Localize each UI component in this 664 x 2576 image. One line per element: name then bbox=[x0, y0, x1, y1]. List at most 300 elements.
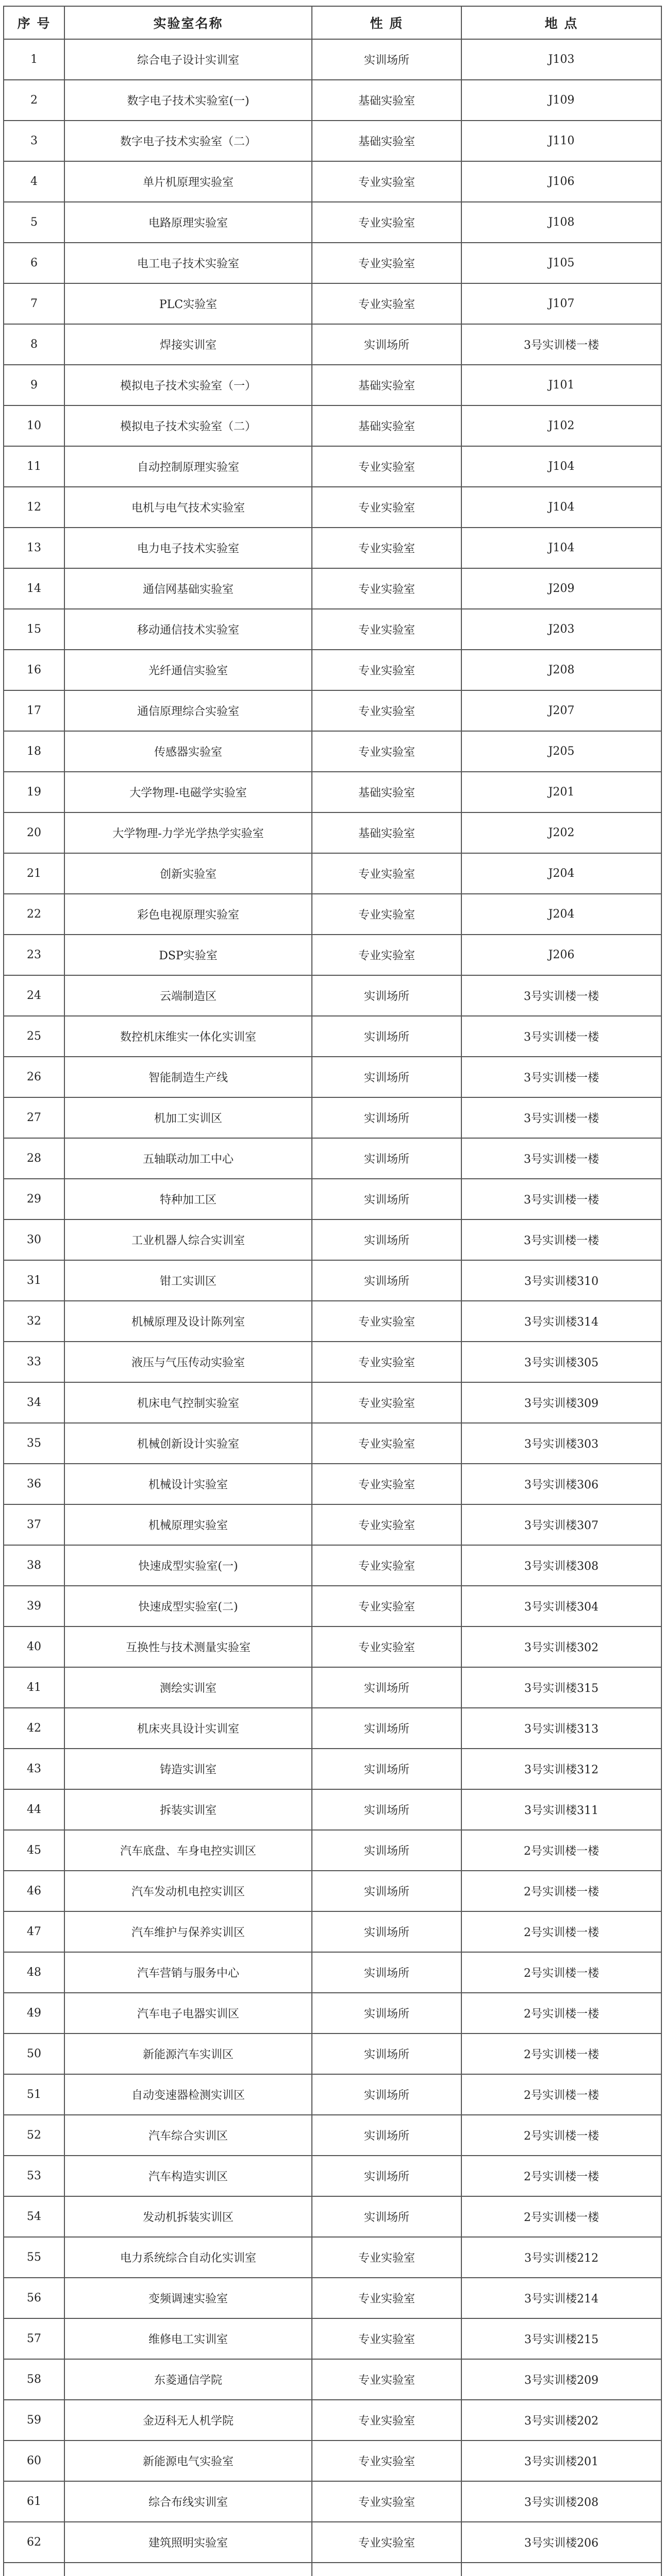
cell-index: 59 bbox=[4, 2400, 64, 2441]
table-row bbox=[4, 1504, 661, 1545]
cell-name: 通信网基础实验室 bbox=[64, 568, 312, 609]
table-row bbox=[4, 731, 661, 772]
table-row bbox=[4, 1830, 661, 1871]
cell-index: 30 bbox=[4, 1219, 64, 1260]
table-row bbox=[4, 2359, 661, 2400]
cell-index: 35 bbox=[4, 1423, 64, 1464]
cell-name: 电工电子技术实验室 bbox=[64, 243, 312, 283]
cell-name: 数字电子技术实验室（二） bbox=[64, 121, 312, 161]
cell-location bbox=[461, 2563, 661, 2576]
table-row bbox=[4, 2196, 661, 2237]
table-row bbox=[4, 39, 661, 80]
cell-index: 17 bbox=[4, 690, 64, 731]
cell-location: 3号实训楼206 bbox=[461, 2522, 661, 2563]
cell-location: 3号实训楼310 bbox=[461, 1260, 661, 1301]
table-row bbox=[4, 161, 661, 202]
cell-name: 创新实验室 bbox=[64, 853, 312, 894]
table-row bbox=[4, 1586, 661, 1626]
table-row bbox=[4, 405, 661, 446]
table-row bbox=[4, 121, 661, 161]
table-row bbox=[4, 2563, 661, 2576]
cell-location: 3号实训楼214 bbox=[461, 2278, 661, 2318]
table-row bbox=[4, 1016, 661, 1057]
cell-type: 基础实验室 bbox=[312, 405, 461, 446]
cell-location: 2号实训楼一楼 bbox=[461, 2196, 661, 2237]
cell-index: 55 bbox=[4, 2237, 64, 2278]
table-row bbox=[4, 1097, 661, 1138]
table-row bbox=[4, 1260, 661, 1301]
header-index: 序 号 bbox=[4, 6, 64, 39]
cell-index: 62 bbox=[4, 2522, 64, 2563]
cell-name: 金迈科无人机学院 bbox=[64, 2400, 312, 2441]
cell-location: J209 bbox=[461, 568, 661, 609]
cell-type: 专业实验室 bbox=[312, 690, 461, 731]
cell-index: 54 bbox=[4, 2196, 64, 2237]
cell-type: 专业实验室 bbox=[312, 283, 461, 324]
cell-index: 10 bbox=[4, 405, 64, 446]
cell-name: 汽车营销与服务中心 bbox=[64, 1952, 312, 1993]
cell-type: 专业实验室 bbox=[312, 161, 461, 202]
cell-location: J104 bbox=[461, 528, 661, 568]
cell-index: 47 bbox=[4, 1911, 64, 1952]
table-row bbox=[4, 975, 661, 1016]
lab-table bbox=[3, 6, 662, 2576]
header-location: 地 点 bbox=[461, 6, 661, 39]
cell-name: 模拟电子技术实验室（二） bbox=[64, 405, 312, 446]
cell-type: 实训场所 bbox=[312, 2115, 461, 2156]
table-row bbox=[4, 2115, 661, 2156]
cell-location: J201 bbox=[461, 772, 661, 812]
cell-name: 彩色电视原理实验室 bbox=[64, 894, 312, 935]
cell-type: 专业实验室 bbox=[312, 2481, 461, 2522]
cell-index: 13 bbox=[4, 528, 64, 568]
cell-location: J104 bbox=[461, 487, 661, 528]
cell-index: 20 bbox=[4, 812, 64, 853]
cell-location: J101 bbox=[461, 365, 661, 405]
cell-location: 3号实训楼一楼 bbox=[461, 1016, 661, 1057]
cell-type: 实训场所 bbox=[312, 1138, 461, 1179]
cell-index: 46 bbox=[4, 1871, 64, 1911]
cell-type: 实训场所 bbox=[312, 2074, 461, 2115]
cell-type: 专业实验室 bbox=[312, 1382, 461, 1423]
cell-type: 专业实验室 bbox=[312, 1586, 461, 1626]
table-row bbox=[4, 528, 661, 568]
cell-name: 数字电子技术实验室(一) bbox=[64, 80, 312, 121]
cell-type: 专业实验室 bbox=[312, 1423, 461, 1464]
cell-location: J108 bbox=[461, 202, 661, 243]
cell-index: 24 bbox=[4, 975, 64, 1016]
cell-type: 实训场所 bbox=[312, 2033, 461, 2074]
cell-name: 光纤通信实验室 bbox=[64, 650, 312, 690]
table-row bbox=[4, 1301, 661, 1342]
cell-index: 43 bbox=[4, 1749, 64, 1789]
cell-location: 3号实训楼314 bbox=[461, 1301, 661, 1342]
cell-name: 工业机器人综合实训室 bbox=[64, 1219, 312, 1260]
cell-type: 专业实验室 bbox=[312, 2522, 461, 2563]
cell-location: J102 bbox=[461, 405, 661, 446]
cell-index: 14 bbox=[4, 568, 64, 609]
cell-location: 3号实训楼215 bbox=[461, 2318, 661, 2359]
cell-location: J110 bbox=[461, 121, 661, 161]
cell-type: 专业实验室 bbox=[312, 487, 461, 528]
cell-name: 机械原理实验室 bbox=[64, 1504, 312, 1545]
cell-location: 3号实训楼308 bbox=[461, 1545, 661, 1586]
cell-location: J207 bbox=[461, 690, 661, 731]
table-row bbox=[4, 2278, 661, 2318]
cell-name: 汽车综合实训区 bbox=[64, 2115, 312, 2156]
cell-type: 实训场所 bbox=[312, 1057, 461, 1097]
table-row bbox=[4, 2400, 661, 2441]
cell-index: 38 bbox=[4, 1545, 64, 1586]
cell-location: J103 bbox=[461, 39, 661, 80]
cell-type: 实训场所 bbox=[312, 39, 461, 80]
cell-location: J105 bbox=[461, 243, 661, 283]
cell-location: 3号实训楼302 bbox=[461, 1626, 661, 1667]
cell-type: 实训场所 bbox=[312, 1667, 461, 1708]
cell-name: 新能源汽车实训区 bbox=[64, 2033, 312, 2074]
table-row bbox=[4, 2441, 661, 2481]
cell-location: 2号实训楼一楼 bbox=[461, 2033, 661, 2074]
table-body bbox=[4, 39, 661, 2576]
table-row bbox=[4, 1219, 661, 1260]
cell-index: 53 bbox=[4, 2156, 64, 2196]
cell-location: 3号实训楼一楼 bbox=[461, 1138, 661, 1179]
table-row bbox=[4, 650, 661, 690]
cell-location: 3号实训楼一楼 bbox=[461, 1057, 661, 1097]
cell-type: 专业实验室 bbox=[312, 1504, 461, 1545]
cell-location: 2号实训楼一楼 bbox=[461, 1911, 661, 1952]
cell-type: 基础实验室 bbox=[312, 121, 461, 161]
cell-index: 51 bbox=[4, 2074, 64, 2115]
cell-type: 专业实验室 bbox=[312, 935, 461, 975]
cell-name: 快速成型实验室(二) bbox=[64, 1586, 312, 1626]
cell-location: 3号实训楼307 bbox=[461, 1504, 661, 1545]
table-row bbox=[4, 690, 661, 731]
table-row bbox=[4, 1382, 661, 1423]
cell-name: 汽车维护与保养实训区 bbox=[64, 1911, 312, 1952]
cell-type: 专业实验室 bbox=[312, 243, 461, 283]
cell-index: 32 bbox=[4, 1301, 64, 1342]
cell-type: 实训场所 bbox=[312, 1871, 461, 1911]
cell-type: 专业实验室 bbox=[312, 528, 461, 568]
table-row bbox=[4, 2156, 661, 2196]
table-row bbox=[4, 853, 661, 894]
cell-index: 48 bbox=[4, 1952, 64, 1993]
table-row bbox=[4, 1057, 661, 1097]
cell-name: 通信原理综合实验室 bbox=[64, 690, 312, 731]
cell-type: 专业实验室 bbox=[312, 894, 461, 935]
table-row bbox=[4, 2481, 661, 2522]
table-header bbox=[4, 6, 661, 39]
cell-type: 实训场所 bbox=[312, 1911, 461, 1952]
cell-type: 专业实验室 bbox=[312, 2278, 461, 2318]
cell-location: 3号实训楼一楼 bbox=[461, 975, 661, 1016]
table-row bbox=[4, 1749, 661, 1789]
cell-location: J106 bbox=[461, 161, 661, 202]
cell-type: 实训场所 bbox=[312, 1016, 461, 1057]
cell-index: 21 bbox=[4, 853, 64, 894]
cell-location: 3号实训楼309 bbox=[461, 1382, 661, 1423]
table-row bbox=[4, 2237, 661, 2278]
cell-type: 基础实验室 bbox=[312, 365, 461, 405]
cell-name: 液压与气压传动实验室 bbox=[64, 1342, 312, 1382]
cell-index: 61 bbox=[4, 2481, 64, 2522]
cell-name: 机加工实训区 bbox=[64, 1097, 312, 1138]
cell-name: 机械设计实验室 bbox=[64, 1464, 312, 1504]
cell-index: 40 bbox=[4, 1626, 64, 1667]
table-row bbox=[4, 202, 661, 243]
cell-type: 实训场所 bbox=[312, 1830, 461, 1871]
table-row bbox=[4, 80, 661, 121]
cell-location: 2号实训楼一楼 bbox=[461, 1993, 661, 2033]
cell-index: 28 bbox=[4, 1138, 64, 1179]
cell-type: 专业实验室 bbox=[312, 1545, 461, 1586]
cell-location: J202 bbox=[461, 812, 661, 853]
cell-type: 专业实验室 bbox=[312, 2359, 461, 2400]
cell-location: 3号实训楼202 bbox=[461, 2400, 661, 2441]
cell-index: 60 bbox=[4, 2441, 64, 2481]
cell-location: 3号实训楼212 bbox=[461, 2237, 661, 2278]
table-row bbox=[4, 446, 661, 487]
cell-type: 实训场所 bbox=[312, 1993, 461, 2033]
cell-index: 16 bbox=[4, 650, 64, 690]
cell-name: 电力电子技术实验室 bbox=[64, 528, 312, 568]
cell-location: 3号实训楼305 bbox=[461, 1342, 661, 1382]
cell-name: 新能源电气实验室 bbox=[64, 2441, 312, 2481]
cell-location: J107 bbox=[461, 283, 661, 324]
cell-index: 8 bbox=[4, 324, 64, 365]
cell-location: 2号实训楼一楼 bbox=[461, 1830, 661, 1871]
cell-location: J206 bbox=[461, 935, 661, 975]
cell-location: 2号实训楼一楼 bbox=[461, 2115, 661, 2156]
table-row bbox=[4, 2318, 661, 2359]
cell-index: 3 bbox=[4, 121, 64, 161]
cell-index: 18 bbox=[4, 731, 64, 772]
cell-type: 实训场所 bbox=[312, 975, 461, 1016]
cell-type: 专业实验室 bbox=[312, 1464, 461, 1504]
cell-index: 41 bbox=[4, 1667, 64, 1708]
cell-type bbox=[312, 2563, 461, 2576]
cell-type: 专业实验室 bbox=[312, 568, 461, 609]
cell-name: 机械原理及设计陈列室 bbox=[64, 1301, 312, 1342]
cell-location: J204 bbox=[461, 853, 661, 894]
cell-name: 单片机原理实验室 bbox=[64, 161, 312, 202]
cell-name: 汽车构造实训区 bbox=[64, 2156, 312, 2196]
cell-index: 36 bbox=[4, 1464, 64, 1504]
cell-location: 3号实训楼一楼 bbox=[461, 1219, 661, 1260]
cell-location: 3号实训楼201 bbox=[461, 2441, 661, 2481]
cell-type: 专业实验室 bbox=[312, 1626, 461, 1667]
table-row bbox=[4, 324, 661, 365]
cell-name: DSP实验室 bbox=[64, 935, 312, 975]
cell-index: 34 bbox=[4, 1382, 64, 1423]
cell-location: 3号实训楼313 bbox=[461, 1708, 661, 1749]
cell-index: 49 bbox=[4, 1993, 64, 2033]
cell-type: 实训场所 bbox=[312, 1179, 461, 1219]
cell-name: 汽车电子电器实训区 bbox=[64, 1993, 312, 2033]
table-row bbox=[4, 812, 661, 853]
table-row bbox=[4, 1626, 661, 1667]
cell-index: 23 bbox=[4, 935, 64, 975]
cell-index: 29 bbox=[4, 1179, 64, 1219]
cell-name: 自动控制原理实验室 bbox=[64, 446, 312, 487]
table-row bbox=[4, 1464, 661, 1504]
table-row bbox=[4, 1179, 661, 1219]
cell-name: 大学物理-力学光学热学实验室 bbox=[64, 812, 312, 853]
cell-type: 专业实验室 bbox=[312, 446, 461, 487]
cell-location: J109 bbox=[461, 80, 661, 121]
cell-location: 3号实训楼一楼 bbox=[461, 324, 661, 365]
cell-location: J203 bbox=[461, 609, 661, 650]
header-type: 性 质 bbox=[312, 6, 461, 39]
cell-index: 11 bbox=[4, 446, 64, 487]
cell-location: 3号实训楼306 bbox=[461, 1464, 661, 1504]
cell-type: 基础实验室 bbox=[312, 812, 461, 853]
cell-index: 57 bbox=[4, 2318, 64, 2359]
cell-name: 互换性与技术测量实验室 bbox=[64, 1626, 312, 1667]
cell-name: 大学物理-电磁学实验室 bbox=[64, 772, 312, 812]
table-row bbox=[4, 1993, 661, 2033]
cell-name: 汽车底盘、车身电控实训区 bbox=[64, 1830, 312, 1871]
cell-type: 实训场所 bbox=[312, 1749, 461, 1789]
table-row bbox=[4, 935, 661, 975]
table-row bbox=[4, 1423, 661, 1464]
cell-name: 模拟电子技术实验室（一） bbox=[64, 365, 312, 405]
table-row bbox=[4, 568, 661, 609]
table-row bbox=[4, 1952, 661, 1993]
table-row bbox=[4, 1789, 661, 1830]
cell-index: 33 bbox=[4, 1342, 64, 1382]
cell-name: 云端制造区 bbox=[64, 975, 312, 1016]
cell-name: 焊接实训室 bbox=[64, 324, 312, 365]
table-row bbox=[4, 487, 661, 528]
cell-index: 39 bbox=[4, 1586, 64, 1626]
cell-location: 2号实训楼一楼 bbox=[461, 2156, 661, 2196]
cell-name: 数控机床维实一体化实训室 bbox=[64, 1016, 312, 1057]
cell-type: 专业实验室 bbox=[312, 853, 461, 894]
table-row bbox=[4, 243, 661, 283]
cell-name: 铸造实训室 bbox=[64, 1749, 312, 1789]
cell-index: 25 bbox=[4, 1016, 64, 1057]
cell-index: 42 bbox=[4, 1708, 64, 1749]
cell-name: PLC实验室 bbox=[64, 283, 312, 324]
table-row bbox=[4, 772, 661, 812]
cell-index: 52 bbox=[4, 2115, 64, 2156]
cell-index: 6 bbox=[4, 243, 64, 283]
cell-type: 专业实验室 bbox=[312, 1342, 461, 1382]
cell-index: 56 bbox=[4, 2278, 64, 2318]
cell-index: 27 bbox=[4, 1097, 64, 1138]
cell-type: 专业实验室 bbox=[312, 202, 461, 243]
table-row bbox=[4, 2074, 661, 2115]
cell-index: 9 bbox=[4, 365, 64, 405]
cell-location: 2号实训楼一楼 bbox=[461, 2074, 661, 2115]
cell-location: 3号实训楼304 bbox=[461, 1586, 661, 1626]
table-row bbox=[4, 2522, 661, 2563]
cell-name: 移动通信技术实验室 bbox=[64, 609, 312, 650]
cell-index: 50 bbox=[4, 2033, 64, 2074]
cell-location: 3号实训楼312 bbox=[461, 1749, 661, 1789]
cell-index bbox=[4, 2563, 64, 2576]
cell-name: 快速成型实验室(一) bbox=[64, 1545, 312, 1586]
cell-type: 专业实验室 bbox=[312, 2400, 461, 2441]
cell-location: J104 bbox=[461, 446, 661, 487]
cell-name: 测绘实训室 bbox=[64, 1667, 312, 1708]
table-row bbox=[4, 1342, 661, 1382]
header-row bbox=[4, 6, 661, 39]
table-row bbox=[4, 894, 661, 935]
cell-type: 专业实验室 bbox=[312, 2237, 461, 2278]
cell-type: 实训场所 bbox=[312, 1219, 461, 1260]
cell-index: 1 bbox=[4, 39, 64, 80]
cell-type: 实训场所 bbox=[312, 1260, 461, 1301]
cell-index: 2 bbox=[4, 80, 64, 121]
cell-name: 汽车发动机电控实训区 bbox=[64, 1871, 312, 1911]
cell-type: 实训场所 bbox=[312, 1097, 461, 1138]
table-row bbox=[4, 365, 661, 405]
table-row bbox=[4, 2033, 661, 2074]
cell-name: 拆装实训室 bbox=[64, 1789, 312, 1830]
cell-index: 58 bbox=[4, 2359, 64, 2400]
cell-name: 机械创新设计实验室 bbox=[64, 1423, 312, 1464]
table-row bbox=[4, 1708, 661, 1749]
table-row bbox=[4, 1911, 661, 1952]
cell-index: 45 bbox=[4, 1830, 64, 1871]
cell-type: 专业实验室 bbox=[312, 650, 461, 690]
cell-name: 自动变速器检测实训区 bbox=[64, 2074, 312, 2115]
cell-type: 专业实验室 bbox=[312, 2441, 461, 2481]
cell-location: 3号实训楼303 bbox=[461, 1423, 661, 1464]
cell-type: 基础实验室 bbox=[312, 772, 461, 812]
cell-name: 五轴联动加工中心 bbox=[64, 1138, 312, 1179]
cell-type: 实训场所 bbox=[312, 1789, 461, 1830]
cell-index: 5 bbox=[4, 202, 64, 243]
cell-index: 15 bbox=[4, 609, 64, 650]
cell-index: 12 bbox=[4, 487, 64, 528]
cell-name: 机床电气控制实验室 bbox=[64, 1382, 312, 1423]
cell-location: 3号实训楼一楼 bbox=[461, 1097, 661, 1138]
cell-type: 实训场所 bbox=[312, 2156, 461, 2196]
table-row bbox=[4, 1138, 661, 1179]
table-row bbox=[4, 1667, 661, 1708]
cell-index: 37 bbox=[4, 1504, 64, 1545]
cell-name: 综合布线实训室 bbox=[64, 2481, 312, 2522]
cell-name: 电力系统综合自动化实训室 bbox=[64, 2237, 312, 2278]
cell-name: 钳工实训区 bbox=[64, 1260, 312, 1301]
cell-location: J208 bbox=[461, 650, 661, 690]
cell-name: 传感器实验室 bbox=[64, 731, 312, 772]
cell-location: 2号实训楼一楼 bbox=[461, 1952, 661, 1993]
cell-name: 电路原理实验室 bbox=[64, 202, 312, 243]
cell-type: 实训场所 bbox=[312, 1708, 461, 1749]
cell-name: 发动机拆装实训区 bbox=[64, 2196, 312, 2237]
cell-name: 建筑照明实验室 bbox=[64, 2522, 312, 2563]
cell-index: 7 bbox=[4, 283, 64, 324]
cell-location: 3号实训楼209 bbox=[461, 2359, 661, 2400]
cell-index: 4 bbox=[4, 161, 64, 202]
cell-type: 基础实验室 bbox=[312, 80, 461, 121]
cell-location: J204 bbox=[461, 894, 661, 935]
cell-type: 专业实验室 bbox=[312, 609, 461, 650]
cell-location: 2号实训楼一楼 bbox=[461, 1871, 661, 1911]
cell-name bbox=[64, 2563, 312, 2576]
cell-type: 专业实验室 bbox=[312, 1301, 461, 1342]
cell-name: 机床夹具设计实训室 bbox=[64, 1708, 312, 1749]
cell-name: 变频调速实验室 bbox=[64, 2278, 312, 2318]
cell-location: 3号实训楼一楼 bbox=[461, 1179, 661, 1219]
cell-type: 专业实验室 bbox=[312, 2318, 461, 2359]
cell-type: 专业实验室 bbox=[312, 731, 461, 772]
